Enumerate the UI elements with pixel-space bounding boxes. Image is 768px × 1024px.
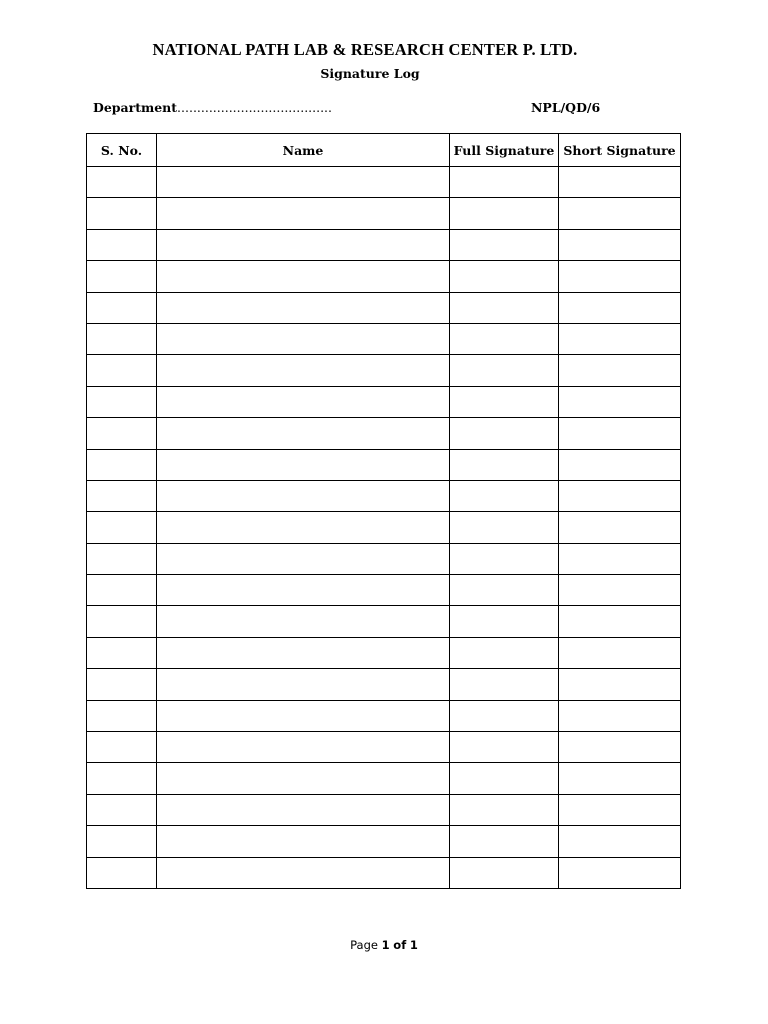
table-row (87, 449, 681, 480)
cell-full-signature[interactable] (450, 637, 559, 668)
cell-name[interactable] (157, 700, 450, 731)
page-word: Page (350, 938, 378, 952)
cell-full-signature[interactable] (450, 449, 559, 480)
cell-short-signature[interactable] (559, 198, 681, 229)
cell-full-signature[interactable] (450, 543, 559, 574)
column-header-short-signature: Short Signature (559, 134, 681, 167)
cell-sno[interactable] (87, 229, 157, 260)
cell-full-signature[interactable] (450, 418, 559, 449)
cell-sno[interactable] (87, 575, 157, 606)
cell-full-signature[interactable] (450, 794, 559, 825)
cell-full-signature[interactable] (450, 229, 559, 260)
cell-name[interactable] (157, 229, 450, 260)
cell-short-signature[interactable] (559, 857, 681, 888)
cell-short-signature[interactable] (559, 480, 681, 511)
cell-short-signature[interactable] (559, 763, 681, 794)
table-row (87, 323, 681, 354)
table-row (87, 857, 681, 888)
cell-full-signature[interactable] (450, 198, 559, 229)
cell-sno[interactable] (87, 543, 157, 574)
cell-name[interactable] (157, 480, 450, 511)
cell-name[interactable] (157, 763, 450, 794)
cell-sno[interactable] (87, 512, 157, 543)
cell-short-signature[interactable] (559, 355, 681, 386)
cell-full-signature[interactable] (450, 261, 559, 292)
cell-name[interactable] (157, 575, 450, 606)
cell-name[interactable] (157, 261, 450, 292)
cell-name[interactable] (157, 292, 450, 323)
cell-sno[interactable] (87, 386, 157, 417)
table-row (87, 292, 681, 323)
cell-name[interactable] (157, 386, 450, 417)
table-row (87, 386, 681, 417)
cell-short-signature[interactable] (559, 512, 681, 543)
table-row (87, 543, 681, 574)
organization-title: NATIONAL PATH LAB & RESEARCH CENTER P. LTD. (152, 40, 578, 59)
cell-name[interactable] (157, 637, 450, 668)
cell-full-signature[interactable] (450, 606, 559, 637)
cell-name[interactable] (157, 857, 450, 888)
table-row (87, 355, 681, 386)
cell-short-signature[interactable] (559, 323, 681, 354)
cell-sno[interactable] (87, 418, 157, 449)
cell-full-signature[interactable] (450, 857, 559, 888)
cell-sno[interactable] (87, 323, 157, 354)
cell-sno[interactable] (87, 700, 157, 731)
cell-name[interactable] (157, 323, 450, 354)
table-row (87, 700, 681, 731)
cell-short-signature[interactable] (559, 167, 681, 198)
cell-name[interactable] (157, 198, 450, 229)
cell-short-signature[interactable] (559, 229, 681, 260)
table-row (87, 512, 681, 543)
cell-sno[interactable] (87, 794, 157, 825)
cell-full-signature[interactable] (450, 669, 559, 700)
of-word: of (393, 938, 407, 952)
table-row (87, 763, 681, 794)
page-footer (0, 938, 768, 952)
cell-name[interactable] (157, 355, 450, 386)
table-row (87, 575, 681, 606)
department-field (93, 100, 332, 115)
cell-short-signature[interactable] (559, 732, 681, 763)
cell-short-signature[interactable] (559, 669, 681, 700)
cell-sno[interactable] (87, 857, 157, 888)
cell-name[interactable] (157, 606, 450, 637)
table-row (87, 418, 681, 449)
cell-sno[interactable] (87, 198, 157, 229)
department-label: Department (93, 100, 178, 115)
column-header-name: Name (157, 134, 450, 167)
cell-short-signature[interactable] (559, 575, 681, 606)
cell-sno[interactable] (87, 669, 157, 700)
department-blank-line: ....................................... (177, 100, 333, 115)
table-row (87, 261, 681, 292)
cell-name[interactable] (157, 826, 450, 857)
document-code: NPL/QD/6 (531, 100, 601, 115)
cell-sno[interactable] (87, 732, 157, 763)
cell-name[interactable] (157, 512, 450, 543)
table-row (87, 669, 681, 700)
page-total: 1 (409, 938, 418, 952)
cell-sno[interactable] (87, 292, 157, 323)
cell-short-signature[interactable] (559, 606, 681, 637)
cell-sno[interactable] (87, 449, 157, 480)
table-row (87, 198, 681, 229)
cell-full-signature[interactable] (450, 763, 559, 794)
cell-full-signature[interactable] (450, 700, 559, 731)
cell-full-signature[interactable] (450, 575, 559, 606)
cell-full-signature[interactable] (450, 323, 559, 354)
cell-sno[interactable] (87, 480, 157, 511)
cell-short-signature[interactable] (559, 292, 681, 323)
cell-name[interactable] (157, 449, 450, 480)
cell-full-signature[interactable] (450, 732, 559, 763)
cell-short-signature[interactable] (559, 261, 681, 292)
cell-full-signature[interactable] (450, 826, 559, 857)
cell-name[interactable] (157, 732, 450, 763)
cell-name[interactable] (157, 167, 450, 198)
cell-full-signature[interactable] (450, 386, 559, 417)
cell-short-signature[interactable] (559, 449, 681, 480)
cell-sno[interactable] (87, 606, 157, 637)
table-row (87, 794, 681, 825)
column-header-full-signature: Full Signature (450, 134, 559, 167)
table-row (87, 167, 681, 198)
cell-short-signature[interactable] (559, 794, 681, 825)
table-row (87, 606, 681, 637)
cell-full-signature[interactable] (450, 512, 559, 543)
cell-name[interactable] (157, 543, 450, 574)
column-header-sno: S. No. (87, 134, 157, 167)
cell-full-signature[interactable] (450, 292, 559, 323)
cell-name[interactable] (157, 669, 450, 700)
cell-short-signature[interactable] (559, 700, 681, 731)
cell-short-signature[interactable] (559, 418, 681, 449)
cell-short-signature[interactable] (559, 637, 681, 668)
signature-log-table (86, 133, 681, 889)
cell-sno[interactable] (87, 167, 157, 198)
cell-sno[interactable] (87, 637, 157, 668)
table-row (87, 480, 681, 511)
cell-short-signature[interactable] (559, 386, 681, 417)
cell-sno[interactable] (87, 355, 157, 386)
cell-sno[interactable] (87, 826, 157, 857)
cell-full-signature[interactable] (450, 480, 559, 511)
cell-full-signature[interactable] (450, 167, 559, 198)
table-body (87, 167, 681, 889)
cell-full-signature[interactable] (450, 355, 559, 386)
cell-short-signature[interactable] (559, 543, 681, 574)
cell-sno[interactable] (87, 763, 157, 794)
table-row (87, 732, 681, 763)
table-row (87, 826, 681, 857)
document-title: Signature Log (320, 66, 420, 81)
cell-sno[interactable] (87, 261, 157, 292)
page-current: 1 (381, 938, 390, 952)
table-row (87, 637, 681, 668)
cell-name[interactable] (157, 418, 450, 449)
cell-short-signature[interactable] (559, 826, 681, 857)
table-header-row (87, 134, 681, 167)
table-row (87, 229, 681, 260)
cell-name[interactable] (157, 794, 450, 825)
